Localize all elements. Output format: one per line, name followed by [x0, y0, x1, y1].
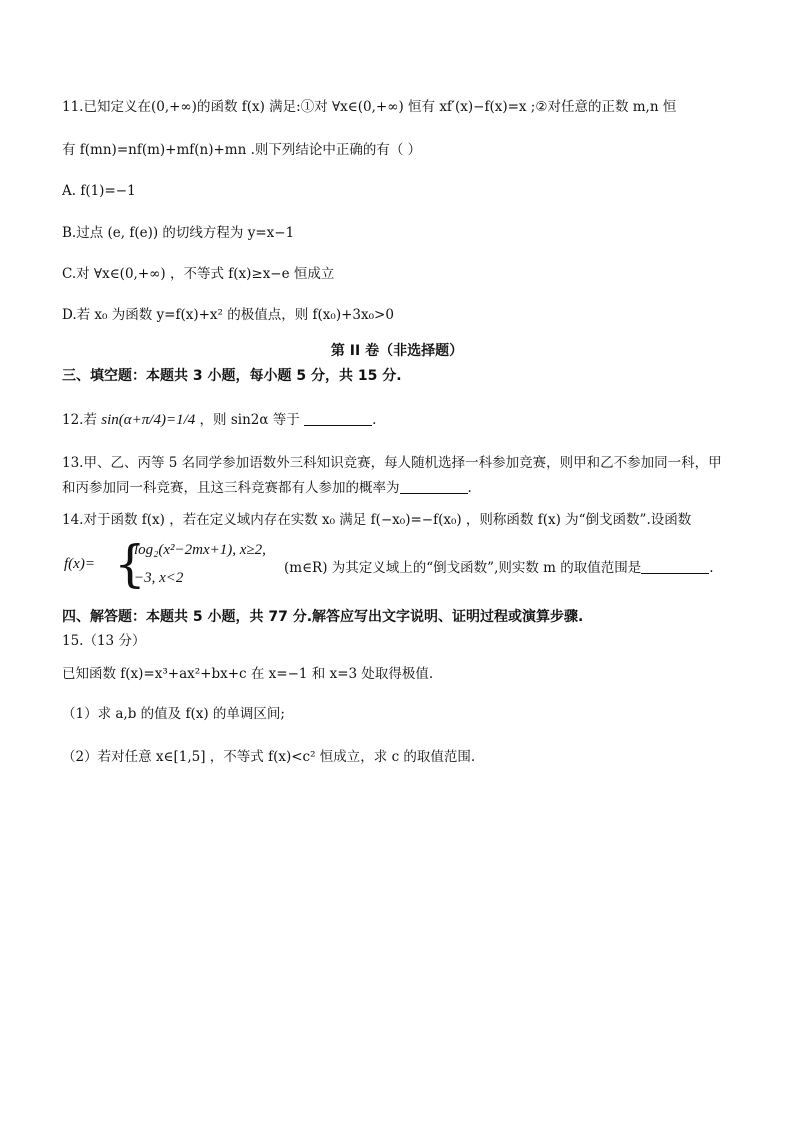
q11-option-b: B.过点 (e, f(e)) 的切线方程为 y=x−1 [62, 225, 295, 241]
q12-answer-blank [304, 411, 372, 426]
q12-end: . [372, 412, 377, 428]
q14-case2: −3, x<2 [134, 570, 184, 586]
q11-option-d: D.若 x₀ 为函数 y=f(x)+x² 的极值点，则 f(x₀)+3x₀>0 [62, 307, 394, 323]
piecewise-brace: { [114, 535, 146, 593]
q12-expression: sin(α+π/4)=1/4 [101, 412, 196, 428]
q14-rhs-text: (m∈R) 为其定义域上的“倒戈函数”,则实数 m 的取值范围是 [284, 560, 642, 576]
q11-stem-line2: 有 f(mn)=nf(m)+mf(n)+mn .则下列结论中正确的有（ ） [62, 142, 422, 158]
q15-stem: 已知函数 f(x)=x³+ax²+bx+c 在 x=−1 和 x=3 处取得极值. [62, 666, 434, 682]
q11-stem-line1: 11.已知定义在(0,+∞)的函数 f(x) 满足:①对 ∀x∈(0,+∞) 恒有 xf′(x)−f(x)=x ;②对任意的正数 m,n 恒 [62, 99, 677, 115]
q13-line2 [62, 478, 734, 498]
q13-end: . [467, 480, 472, 496]
q13-answer-blank [400, 479, 468, 494]
q11-option-c: C.对 ∀x∈(0,+∞) ，不等式 f(x)≥x−e 恒成立 [62, 266, 335, 282]
section3-title: 三、填空题：本题共 3 小题，每小题 5 分，共 15 分. [62, 368, 402, 384]
q15-part2: （2）若对任意 x∈[1,5] ，不等式 f(x)<c² 恒成立，求 c 的取值范围. [62, 749, 476, 765]
q11-option-a: A. f(1)=−1 [62, 183, 136, 199]
q14-end: . [709, 560, 714, 576]
q13-line1: 13.甲、乙、丙等 5 名同学参加语数外三科知识竞赛，每人随机选择一科参加竞赛，则甲和乙不参加同一科，甲 [62, 455, 722, 471]
section4-title: 四、解答题：本题共 5 小题，共 77 分.解答应写出文字说明、证明过程或演算步骤. [62, 609, 584, 625]
q14-function-lhs: f(x)= [64, 556, 95, 572]
q12-line [62, 410, 734, 430]
q13-text: 和丙参加同一科竞赛，且这三科竞赛都有人参加的概率为 [62, 480, 400, 496]
q15-header: 15.（13 分） [62, 633, 146, 649]
q14-answer-blank [641, 559, 709, 574]
q14-rhs [284, 556, 714, 576]
q14-piecewise-function [62, 536, 742, 596]
part2-title: 第 II 卷（非选择题） [330, 343, 464, 359]
q14-case1: log₂(x²−2mx+1), x≥2, [134, 542, 266, 558]
q12-prefix: 12.若 [62, 412, 97, 428]
q12-suffix: ，则 sin2α 等于 [199, 412, 300, 428]
q15-part1: （1）求 a,b 的值及 f(x) 的单调区间; [62, 706, 285, 722]
q14-line1: 14.对于函数 f(x) ，若在定义域内存在实数 x₀ 满足 f(−x₀)=−f(x₀) ，则称函数 f(x) 为“倒戈函数”.设函数 [62, 512, 692, 528]
